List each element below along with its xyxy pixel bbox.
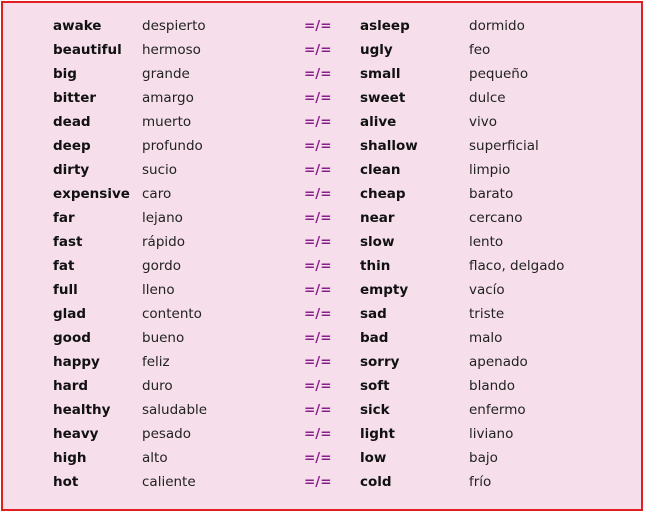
english-word: hot [53,474,79,490]
table-row [3,110,641,134]
table-row [3,86,641,110]
not-equal-separator: =/= [304,186,332,202]
english-antonym: slow [360,234,395,250]
not-equal-separator: =/= [304,474,332,490]
spanish-translation: grande [142,66,190,82]
english-antonym: sorry [360,354,400,370]
not-equal-separator: =/= [304,90,332,106]
english-antonym: sick [360,402,390,418]
table-row [3,158,641,182]
spanish-translation: amargo [142,90,194,106]
spanish-translation: sucio [142,162,178,178]
english-antonym: light [360,426,395,442]
spanish-antonym-translation: pequeño [469,66,529,82]
spanish-antonym-translation: malo [469,330,503,346]
not-equal-separator: =/= [304,426,332,442]
english-antonym: thin [360,258,391,274]
english-antonym: asleep [360,18,410,34]
antonyms-table [3,14,641,494]
not-equal-separator: =/= [304,282,332,298]
spanish-translation: despierto [142,18,206,34]
spanish-translation: hermoso [142,42,201,58]
not-equal-separator: =/= [304,162,332,178]
english-word: bitter [53,90,97,106]
spanish-antonym-translation: dormido [469,18,525,34]
spanish-antonym-translation: liviano [469,426,514,442]
table-row [3,278,641,302]
english-antonym: ugly [360,42,393,58]
english-word: healthy [53,402,111,418]
spanish-antonym-translation: barato [469,186,514,202]
spanish-antonym-translation: limpio [469,162,511,178]
english-word: beautiful [53,42,122,58]
table-row [3,182,641,206]
spanish-translation: lleno [142,282,175,298]
spanish-translation: profundo [142,138,203,154]
spanish-translation: muerto [142,114,192,130]
spanish-antonym-translation: cercano [469,210,523,226]
table-row [3,230,641,254]
english-antonym: clean [360,162,401,178]
english-antonym: alive [360,114,397,130]
table-row [3,398,641,422]
spanish-antonym-translation: bajo [469,450,498,466]
english-word: hard [53,378,89,394]
not-equal-separator: =/= [304,330,332,346]
spanish-translation: contento [142,306,202,322]
table-row [3,62,641,86]
english-word: fat [53,258,75,274]
spanish-antonym-translation: vivo [469,114,497,130]
english-antonym: sweet [360,90,406,106]
english-antonym: shallow [360,138,418,154]
not-equal-separator: =/= [304,402,332,418]
english-word: full [53,282,78,298]
english-word: dead [53,114,91,130]
not-equal-separator: =/= [304,138,332,154]
english-word: fast [53,234,83,250]
not-equal-separator: =/= [304,42,332,58]
english-word: heavy [53,426,99,442]
english-antonym: bad [360,330,389,346]
spanish-translation: pesado [142,426,192,442]
spanish-translation: saludable [142,402,208,418]
not-equal-separator: =/= [304,114,332,130]
spanish-antonym-translation: blando [469,378,515,394]
table-row [3,350,641,374]
not-equal-separator: =/= [304,378,332,394]
spanish-antonym-translation: apenado [469,354,528,370]
english-word: big [53,66,77,82]
spanish-antonym-translation: lento [469,234,504,250]
vocabulary-panel [1,1,643,511]
english-antonym: near [360,210,395,226]
table-row [3,446,641,470]
table-row [3,134,641,158]
english-word: good [53,330,91,346]
not-equal-separator: =/= [304,258,332,274]
spanish-antonym-translation: triste [469,306,505,322]
table-row [3,206,641,230]
spanish-translation: caliente [142,474,196,490]
table-row [3,38,641,62]
spanish-translation: gordo [142,258,181,274]
english-word: dirty [53,162,90,178]
english-word: high [53,450,87,466]
spanish-translation: rápido [142,234,185,250]
not-equal-separator: =/= [304,450,332,466]
english-word: glad [53,306,87,322]
spanish-antonym-translation: flaco, delgado [469,258,565,274]
not-equal-separator: =/= [304,210,332,226]
not-equal-separator: =/= [304,66,332,82]
table-row [3,374,641,398]
spanish-antonym-translation: superficial [469,138,539,154]
english-word: happy [53,354,100,370]
not-equal-separator: =/= [304,354,332,370]
english-word: deep [53,138,91,154]
english-antonym: sad [360,306,387,322]
spanish-antonym-translation: vacío [469,282,505,298]
table-row [3,470,641,494]
english-word: awake [53,18,102,34]
spanish-translation: feliz [142,354,170,370]
english-antonym: soft [360,378,390,394]
spanish-antonym-translation: dulce [469,90,506,106]
not-equal-separator: =/= [304,18,332,34]
spanish-antonym-translation: enfermo [469,402,526,418]
english-antonym: low [360,450,387,466]
spanish-translation: caro [142,186,172,202]
table-row [3,302,641,326]
table-row [3,422,641,446]
spanish-translation: lejano [142,210,183,226]
table-row [3,14,641,38]
table-row [3,254,641,278]
spanish-translation: bueno [142,330,185,346]
spanish-translation: alto [142,450,168,466]
english-antonym: cheap [360,186,406,202]
english-antonym: empty [360,282,409,298]
english-word: expensive [53,186,130,202]
english-antonym: cold [360,474,392,490]
spanish-translation: duro [142,378,173,394]
english-antonym: small [360,66,401,82]
table-row [3,326,641,350]
not-equal-separator: =/= [304,234,332,250]
spanish-antonym-translation: frío [469,474,492,490]
spanish-antonym-translation: feo [469,42,491,58]
not-equal-separator: =/= [304,306,332,322]
english-word: far [53,210,75,226]
